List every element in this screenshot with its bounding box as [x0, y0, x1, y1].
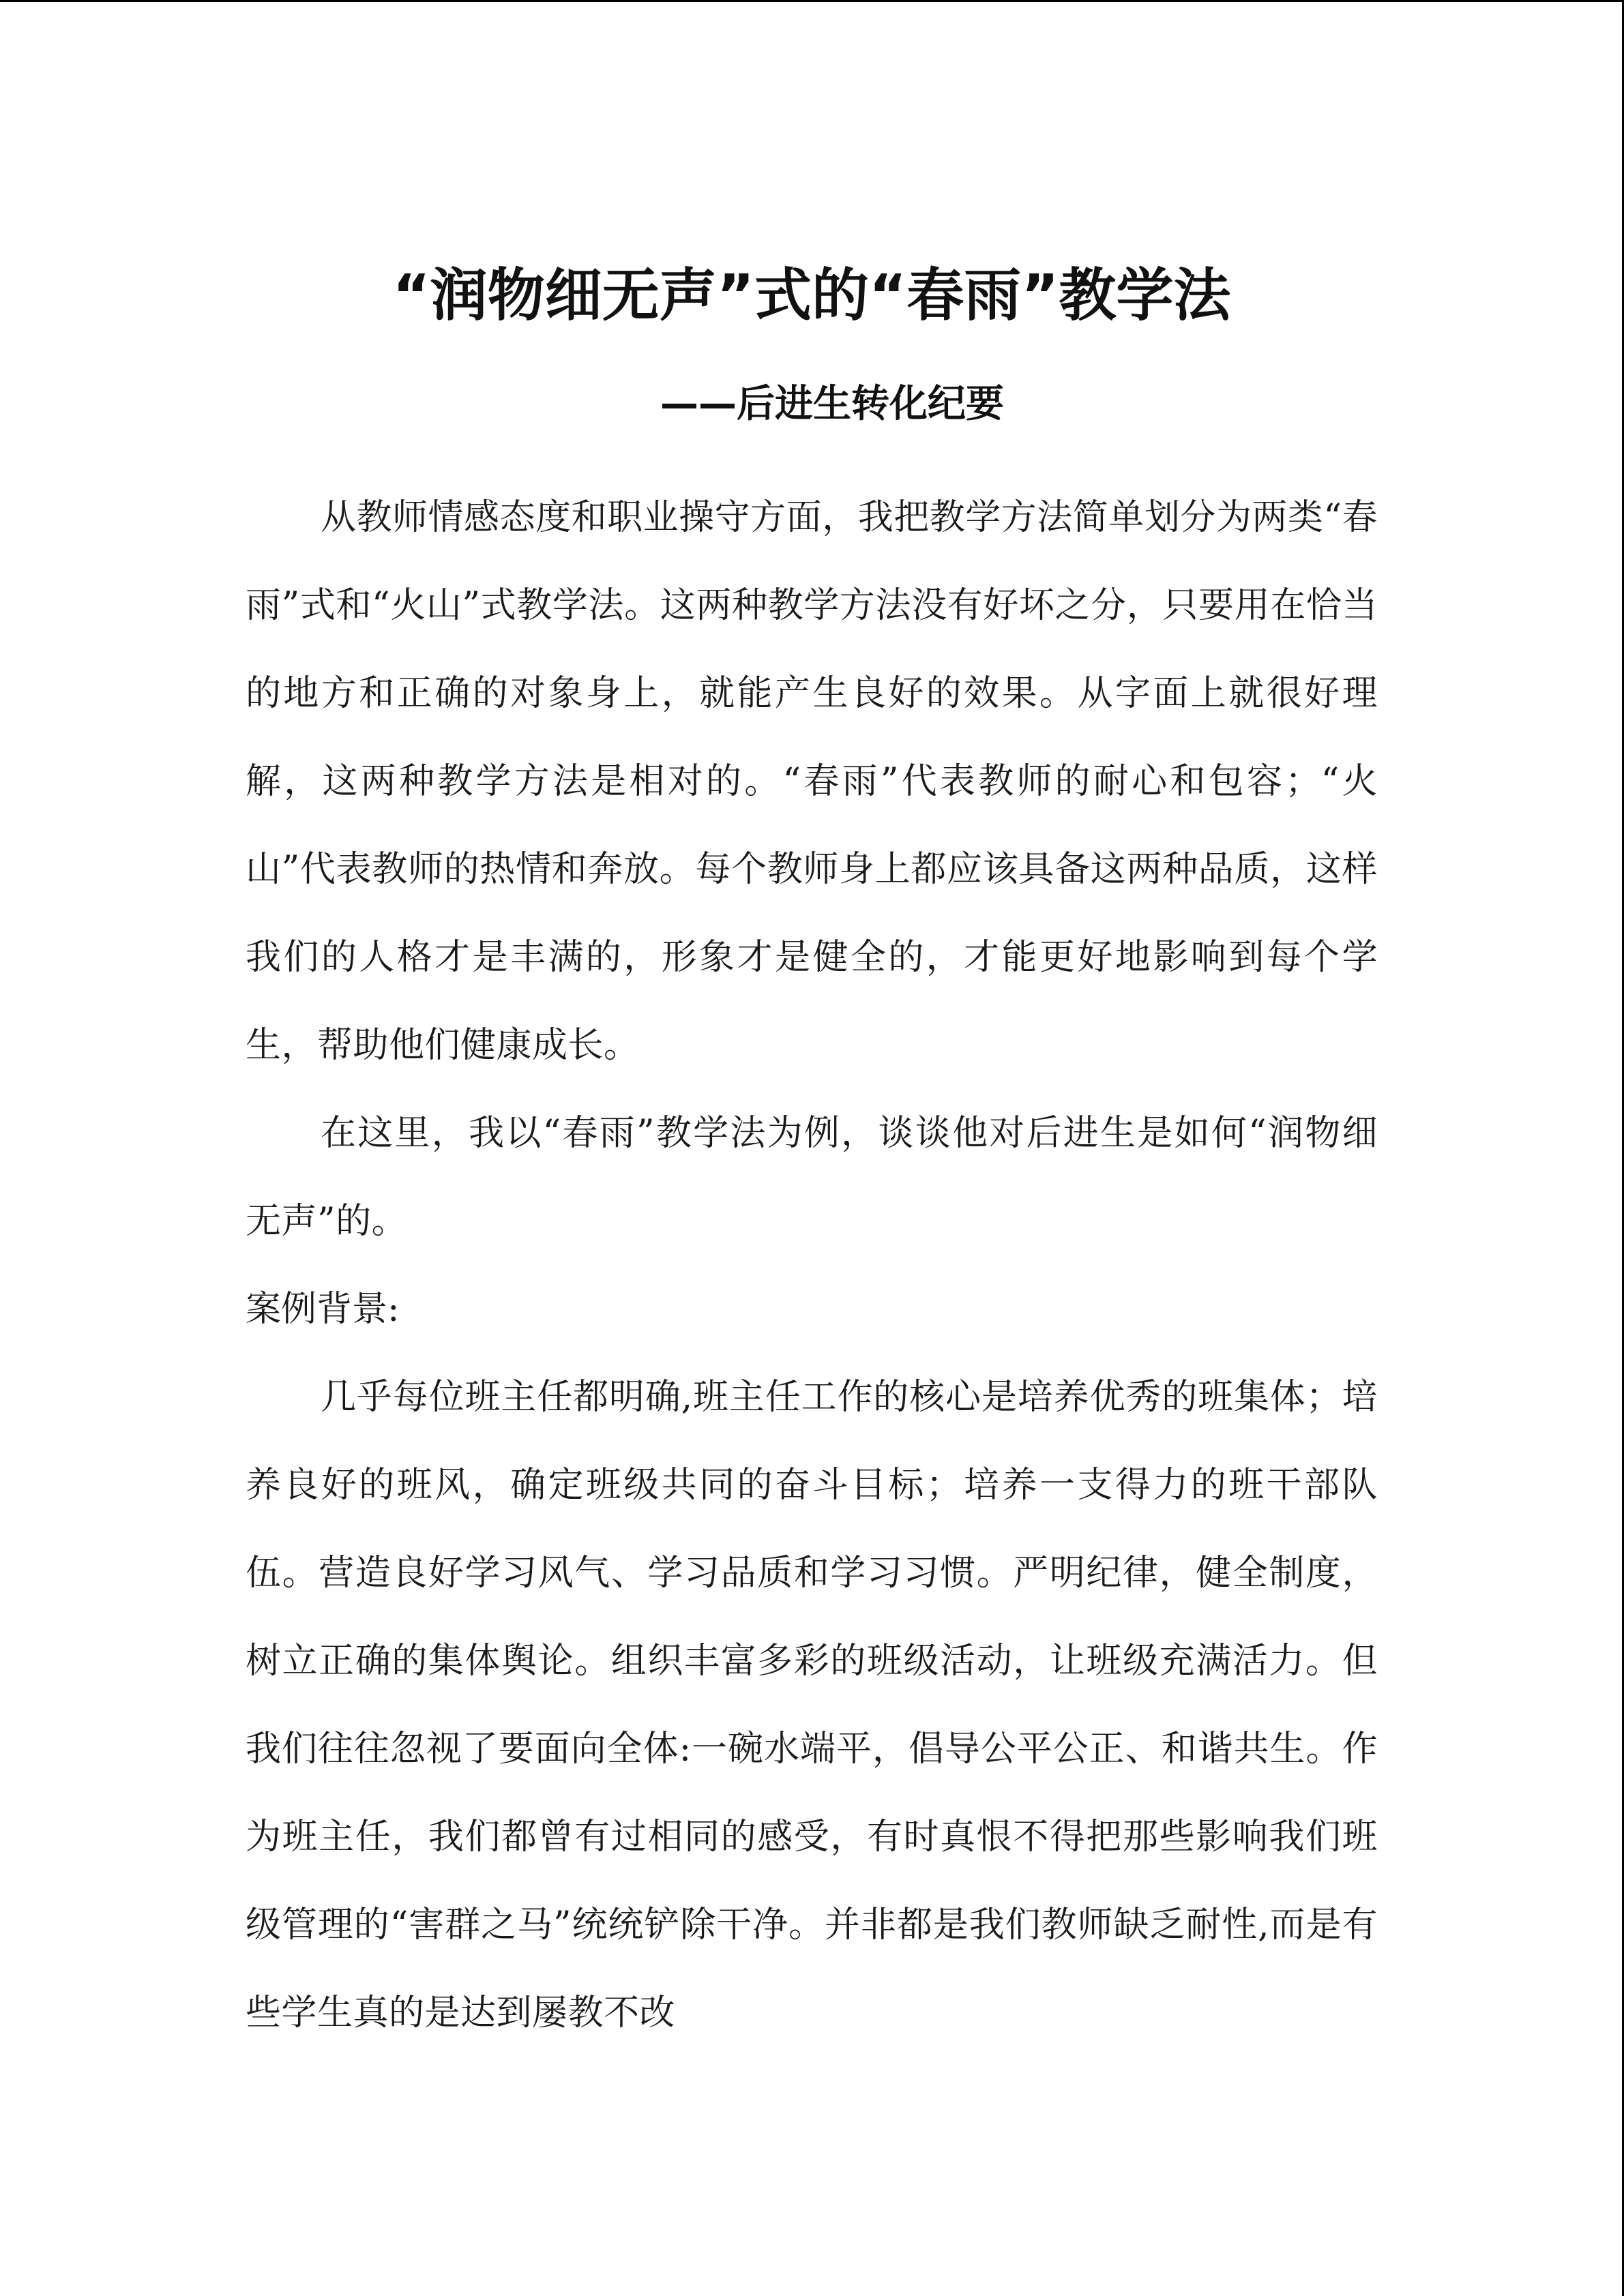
paragraph-example: 在这里，我以“春雨”教学法为例，谈谈他对后进生是如何“润物细无声”的。	[246, 1113, 1378, 1242]
section-label: 案例背景:	[246, 1289, 400, 1330]
paragraph-intro: 从教师情感态度和职业操守方面，我把教学方法简单划分为两类“春雨”式和“火山”式教学法。这两种教学方法没有好坏之分，只要用在恰当的地方和正确的对象身上，就能产生良好的效果。从字面上就很好理解，这两种教学方法是相对的。“春雨”代表教师的耐心和包容；“火山”代表教师的热情和奔放。每个教师身上都应该具备这两种品质，这样我们的人格才是丰满的，形象才是健全的，才能更好地影响到每个学生，帮助他们健康成长。	[246, 497, 1378, 1066]
document-title: “润物细无声”式的“春雨”教学法	[392, 262, 1231, 329]
document-subtitle: ——后进生转化纪要	[660, 382, 1004, 426]
document-content	[246, 474, 1378, 2057]
document-body	[246, 248, 1378, 2057]
paragraph-background: 几乎每位班主任都明确,班主任工作的核心是培养优秀的班集体；培养良好的班风，确定班级共同的奋斗目标；培养一支得力的班干部队伍。营造良好学习风气、学习品质和学习习惯。严明纪律，健全制度，树立正确的集体舆论。组织丰富多彩的班级活动，让班级充满活力。但我们往往忽视了要面向全体:一碗水端平，倡导公平公正、和谐共生。作为班主任，我们都曾有过相同的感受，有时真恨不得把那些影响我们班级管理的“害群之马”统统铲除干净。并非都是我们教师缺乏耐性,而是有些学生真的是达到屡教不改	[246, 1377, 1378, 2033]
